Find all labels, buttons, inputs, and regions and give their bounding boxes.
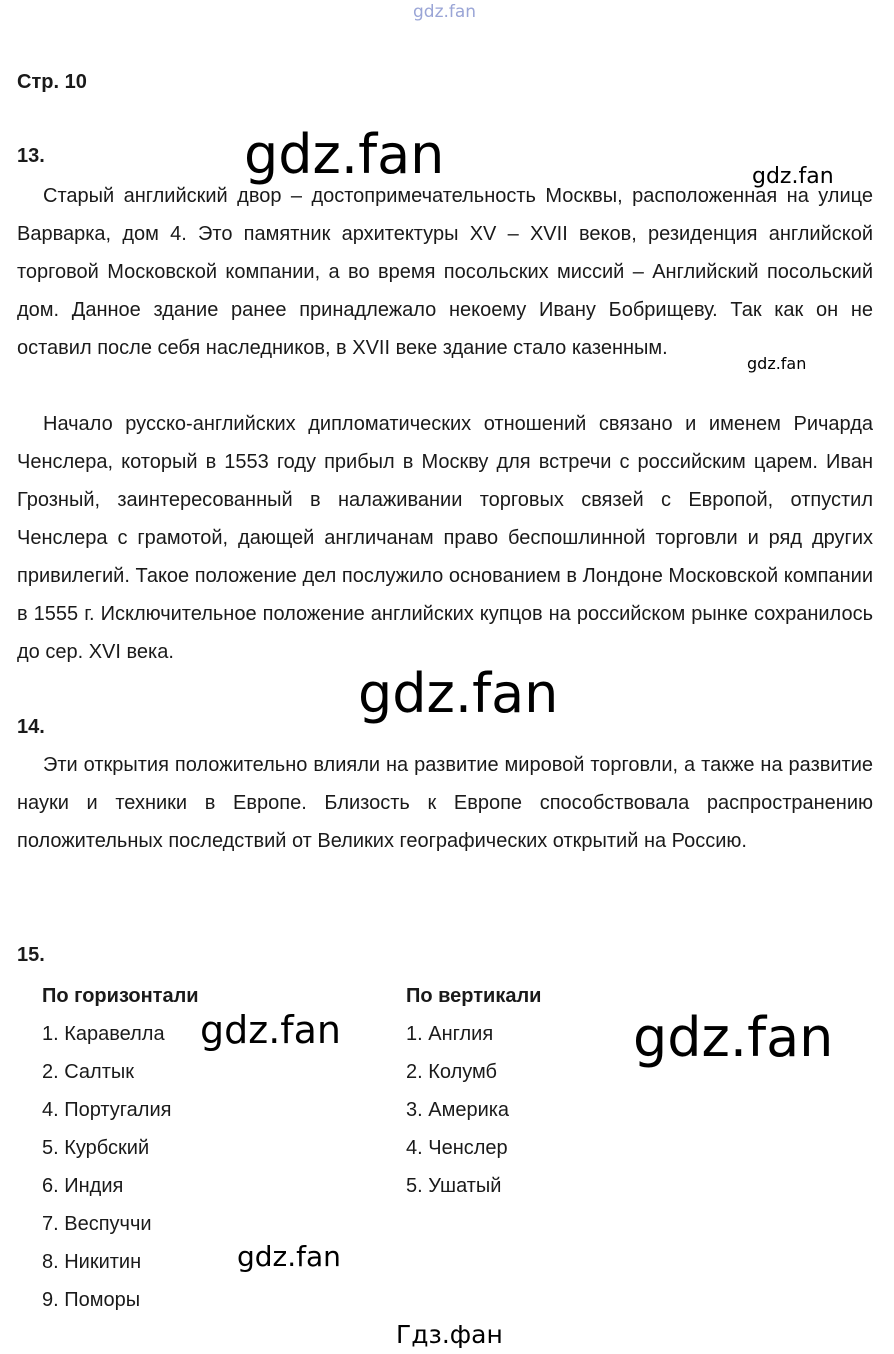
watermark-bottom: Гдз.фан	[396, 1320, 503, 1349]
watermark-top: gdz.fan	[413, 2, 477, 22]
task-14-number: 14.	[17, 716, 45, 738]
vertical-title: По вертикали	[406, 985, 542, 1007]
watermark-medium: gdz.fan	[237, 1240, 341, 1273]
watermark-tiny: gdz.fan	[747, 354, 807, 373]
list-item: 5. Курбский	[42, 1137, 150, 1159]
list-item: 9. Поморы	[42, 1289, 141, 1311]
watermark-small: gdz.fan	[752, 164, 834, 189]
task-14-paragraph: Эти открытия положительно влияли на развитие мировой торговли, а также на развитие науки и техники в Европе. Близость к Европе способствовала распространению положительных последствий от Великих географических открытий на Россию.	[17, 754, 873, 852]
list-item: 8. Никитин	[42, 1251, 142, 1273]
watermark-large: gdz.fan	[244, 123, 445, 186]
horizontal-title: По горизонтали	[42, 985, 199, 1007]
watermark-large: gdz.fan	[358, 662, 559, 725]
watermark-medium: gdz.fan	[200, 1008, 342, 1052]
task-13-number: 13.	[17, 145, 45, 167]
crossword-horizontal-column	[42, 977, 199, 1319]
list-item: 5. Ушатый	[406, 1175, 502, 1197]
list-item: 1. Каравелла	[42, 1023, 165, 1045]
list-item: 4. Португалия	[42, 1099, 172, 1121]
list-item: 2. Колумб	[406, 1061, 497, 1083]
list-item: 1. Англия	[406, 1023, 494, 1045]
list-item: 3. Америка	[406, 1099, 510, 1121]
watermark-large: gdz.fan	[633, 1006, 834, 1069]
list-item: 4. Ченслер	[406, 1137, 508, 1159]
list-item: 7. Веспуччи	[42, 1213, 152, 1235]
list-item: 2. Салтык	[42, 1061, 134, 1083]
crossword-vertical-column	[406, 977, 541, 1205]
page-label: Стр. 10	[17, 71, 87, 93]
task-13-paragraph-1: Старый английский двор – достопримечательность Москвы, расположенная на улице Варварка, дом 4. Это памятник архитектуры XV – XVII веков, резиденция английской торговой Московской компании, а во время посольских миссий – Английский посольский дом. Данное здание ранее принадлежало некоему Ивану Бобрищеву. Так как он не оставил после себя наследников, в XVII веке здание стало казенным.	[17, 185, 873, 359]
task-15-number: 15.	[17, 944, 45, 966]
task-13-paragraph-2: Начало русско-английских дипломатических отношений связано и именем Ричарда Ченслера, который в 1553 году прибыл в Москву для встречи с российским царем. Иван Грозный, заинтересованный в налаживании торговых связей с Европой, отпустил Ченслера с грамотой, дающей англичанам право беспошлинной торговли и ряд других привилегий. Такое положение дел послужило основанием в Лондоне Московской компании в 1555 г. Исключительное положение английских купцов на российском рынке сохранилось до сер. XVI века.	[17, 413, 873, 663]
list-item: 6. Индия	[42, 1175, 124, 1197]
